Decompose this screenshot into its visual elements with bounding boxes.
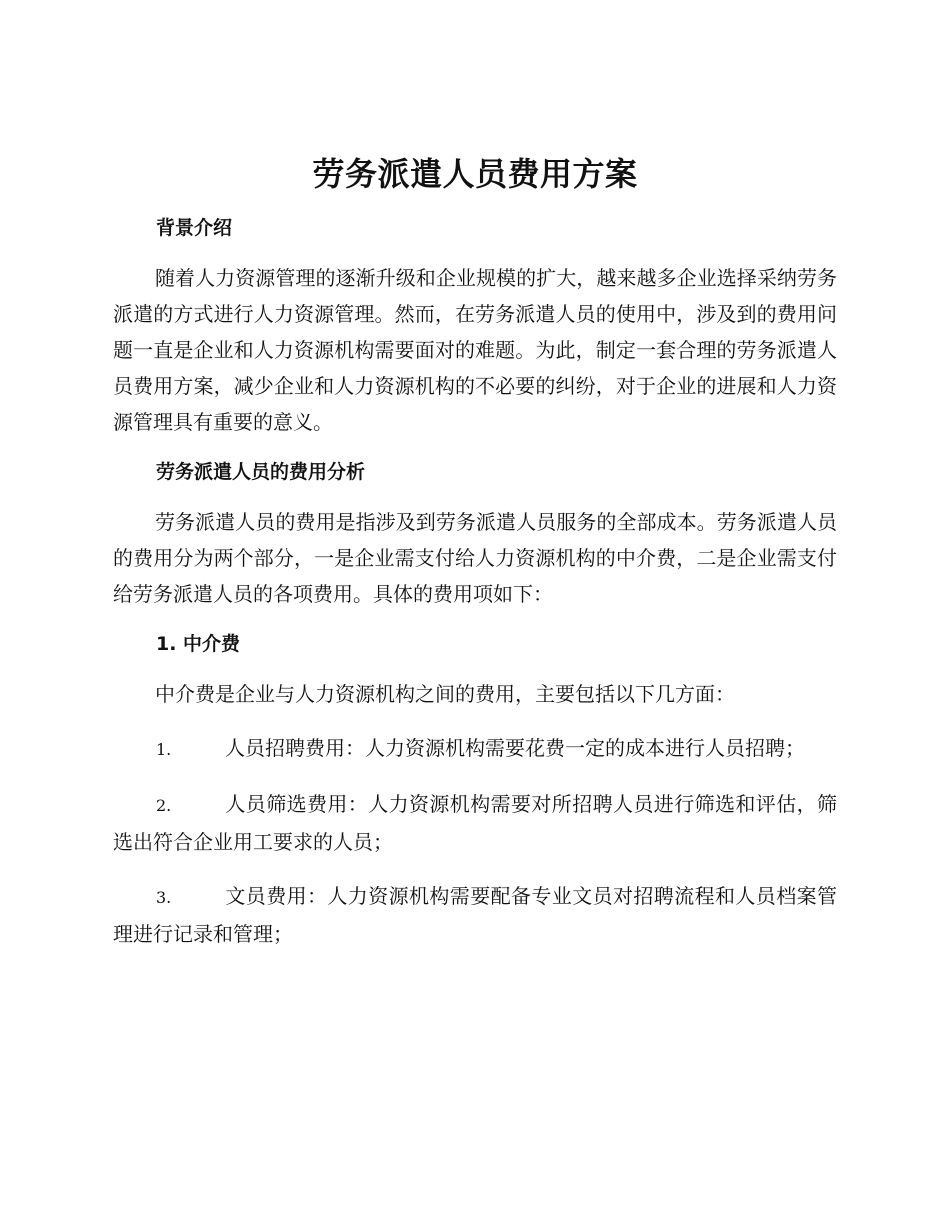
section-paragraph: 中介费是企业与人力资源机构之间的费用，主要包括以下几方面： bbox=[155, 682, 735, 706]
section-agency-fee bbox=[113, 630, 837, 952]
list-item-text: 人员招聘费用：人力资源机构需要花费一定的成本进行人员招聘； bbox=[225, 736, 805, 760]
document-body bbox=[113, 150, 837, 970]
section-heading: 1. 中介费 bbox=[156, 633, 241, 655]
document-title: 劳务派遣人员费用方案 bbox=[312, 155, 638, 193]
section-paragraph: 劳务派遣人员的费用是指涉及到劳务派遣人员服务的全部成本。劳务派遣人员的费用分为两个部分，一是企业需支付给人力资源机构的中介费，二是企业需支付给劳务派遣人员的各项费用。具体的费用项如下： bbox=[113, 510, 837, 606]
list-item-number: 3. bbox=[156, 888, 172, 907]
list-item bbox=[113, 878, 837, 952]
section-heading: 劳务派遣人员的费用分析 bbox=[156, 461, 366, 483]
section-cost-analysis bbox=[113, 458, 837, 612]
section-background bbox=[113, 214, 837, 440]
list-item-text: 人员筛选费用：人力资源机构需要对所招聘人员进行筛选和评估，筛选出符合企业用工要求的人员； bbox=[113, 792, 837, 854]
section-heading: 背景介绍 bbox=[156, 217, 233, 239]
list-item-number: 2. bbox=[156, 796, 172, 815]
list-item-text: 文员费用：人力资源机构需要配备专业文员对招聘流程和人员档案管理进行记录和管理； bbox=[113, 884, 837, 946]
section-paragraph: 随着人力资源管理的逐渐升级和企业规模的扩大，越来越多企业选择采纳劳务派遣的方式进行人力资源管理。然而，在劳务派遣人员的使用中，涉及到的费用问题一直是企业和人力资源机构需要面对的难题。为此，制定一套合理的劳务派遣人员费用方案，减少企业和人力资源机构的不必要的纠纷，对于企业的进展和人力资源管理具有重要的意义。 bbox=[113, 266, 837, 434]
list-item bbox=[113, 730, 837, 768]
list-item bbox=[113, 786, 837, 860]
list-item-number: 1. bbox=[156, 740, 172, 759]
